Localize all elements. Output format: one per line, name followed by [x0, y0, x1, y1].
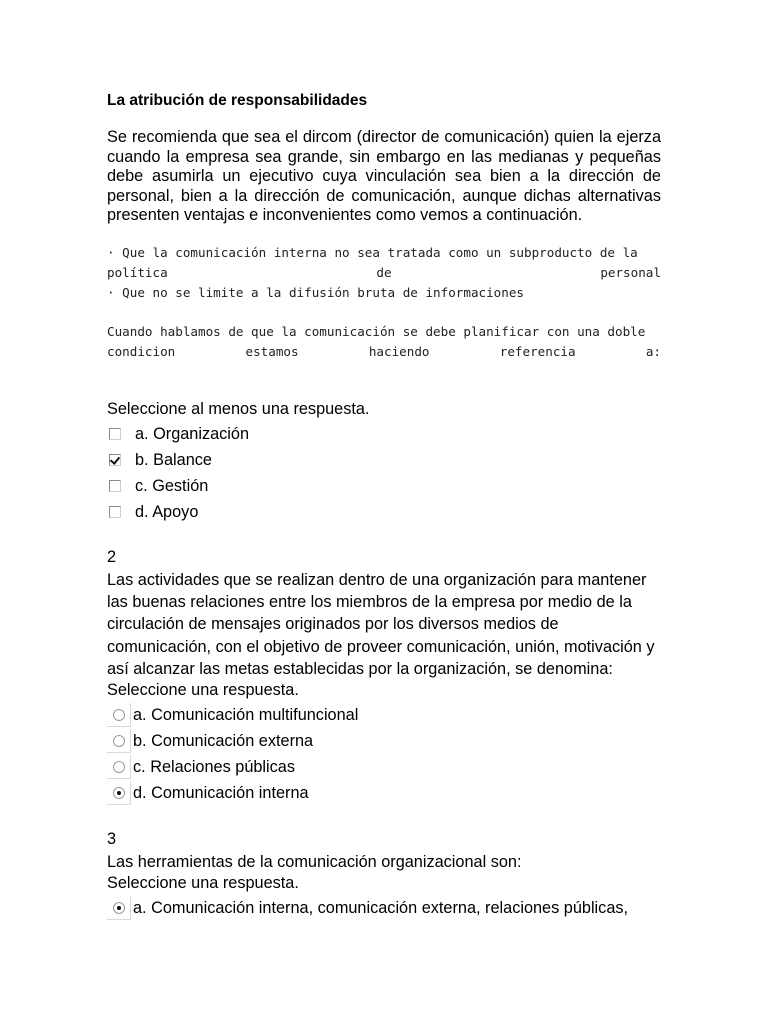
- question1-word: haciendo: [368, 344, 430, 359]
- option-label: a. Comunicación interna, comunicación externa, relaciones públicas,: [133, 898, 629, 917]
- option-label: d. Apoyo: [135, 502, 199, 521]
- question1-line-1: Cuando hablamos de que la comunicación se debe planificar con una doble: [107, 324, 646, 339]
- question2-option-a[interactable]: [107, 703, 358, 727]
- question2-option-b[interactable]: [107, 729, 313, 753]
- bullet-line-3: · Que no se limite a la difusión bruta de informaciones: [107, 285, 525, 300]
- question3-text: Las herramientas de la comunicación organizacional son:: [107, 853, 522, 871]
- bullet-line-1: · Que la comunicación interna no sea tratada como un subproducto de la: [107, 245, 638, 260]
- question1-option-a[interactable]: [107, 422, 249, 446]
- checkbox-checked-icon[interactable]: [109, 454, 121, 466]
- option-label: b. Comunicación externa: [133, 731, 314, 750]
- question1-word: estamos: [245, 344, 299, 359]
- question1-word: condicion: [107, 344, 176, 359]
- question1-prompt: Seleccione al menos una respuesta.: [107, 400, 370, 418]
- radio-button[interactable]: [107, 781, 131, 805]
- question2-text: Las actividades que se realizan dentro de una organización para mantener las buenas relaciones entre los miembros de la empresa por medio de la circulación de mensajes originados por los diversos medios de comunicación, con el objetivo de proveer comunicación, unión, motivación y así alcanzar las metas establecidas por la organización, se denomina:: [107, 571, 655, 678]
- question2-prompt: Seleccione una respuesta.: [107, 681, 299, 699]
- bullet-word: política: [107, 265, 168, 280]
- question2-number: 2: [107, 548, 117, 566]
- radio-icon: [113, 761, 125, 773]
- intro-paragraph: Se recomienda que sea el dircom (director de comunicación) quien la ejerza cuando la empresa sea grande, sin embargo en las medianas y pequeñas debe asumirla un ejecutivo cuya vinculación sea bien a la dirección de personal, bien a la dirección de comunicación, aunque dichas alternativas presenten ventajas e inconvenientes como vemos a continuación.: [107, 128, 661, 224]
- question1-option-d[interactable]: [107, 500, 198, 524]
- bullet-word: personal: [600, 265, 661, 280]
- question1-word: referencia: [499, 344, 576, 359]
- question1-word: a:: [645, 344, 661, 359]
- question2-option-d[interactable]: [107, 781, 309, 805]
- question1-option-b[interactable]: [107, 448, 212, 472]
- radio-button[interactable]: [107, 703, 131, 727]
- question1-option-c[interactable]: [107, 474, 208, 498]
- option-label: c. Relaciones públicas: [133, 757, 295, 776]
- question2-option-c[interactable]: [107, 755, 295, 779]
- question3-option-a[interactable]: [107, 896, 628, 920]
- checkbox-icon[interactable]: [109, 506, 121, 518]
- bullet-line-2: [107, 263, 661, 283]
- question3-prompt: Seleccione una respuesta.: [107, 874, 299, 892]
- radio-icon: [113, 735, 125, 747]
- checkbox-icon[interactable]: [109, 428, 121, 440]
- option-label: c. Gestión: [135, 476, 209, 495]
- option-label: a. Organización: [135, 424, 250, 443]
- radio-icon: [113, 709, 125, 721]
- question1-text: [107, 322, 661, 362]
- question1-line-2: [107, 342, 661, 362]
- radio-button[interactable]: [107, 729, 131, 753]
- option-label: d. Comunicación interna: [133, 783, 309, 802]
- bullet-list: [107, 243, 661, 303]
- option-label: b. Balance: [135, 450, 212, 469]
- radio-button[interactable]: [107, 896, 131, 920]
- checkbox-icon[interactable]: [109, 480, 121, 492]
- section-heading: La atribución de responsabilidades: [107, 92, 368, 109]
- option-label: a. Comunicación multifuncional: [133, 705, 359, 724]
- radio-selected-icon: [113, 787, 125, 799]
- radio-button[interactable]: [107, 755, 131, 779]
- radio-selected-icon: [113, 902, 125, 914]
- question3-number: 3: [107, 830, 117, 848]
- bullet-word: de: [376, 265, 392, 280]
